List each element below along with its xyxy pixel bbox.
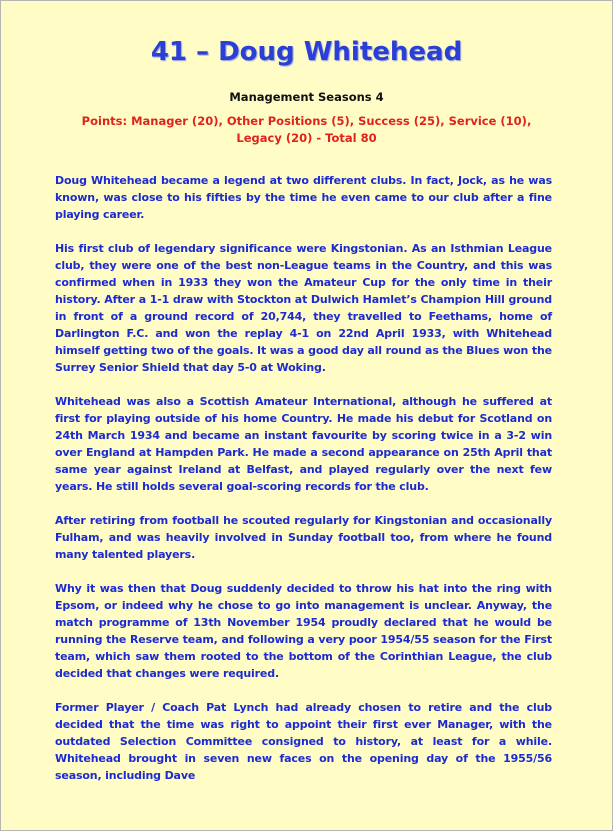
- page-title: 41 – Doug Whitehead: [150, 37, 463, 67]
- paragraph: Former Player / Coach Pat Lynch had already chosen to retire and the club decided that the time was right to appoint their first ever Manager, with the outdated Selection Committee consigned to history, at least for a while. Whitehead brought in seven new faces on the opening day of the 1955/56 season, including Dave: [55, 701, 552, 782]
- paragraph: Whitehead was also a Scottish Amateur International, although he suffered at first for playing outside of his home Country. He made his debut for Scotland on 24th March 1934 and became an instant favourite by scoring twice in a 3-2 win over England at Hampden Park. He made a second appearance on 25th April that same year against Ireland at Belfast, and played regularly over the next few years. He still holds several goal-scoring records for the club.: [55, 395, 552, 493]
- paragraph: Why it was then that Doug suddenly decided to throw his hat into the ring with Epsom, or indeed why he chose to go into management is unclear. Anyway, the match programme of 13th November 1954 proudly declared that he would be running the Reserve team, and following a very poor 1954/55 season for the First team, which saw them rooted to the bottom of the Corinthian League, the club decided that changes were required.: [55, 582, 552, 680]
- page-subtitle: Management Seasons 4: [229, 90, 384, 104]
- paragraph: Doug Whitehead became a legend at two different clubs. In fact, Jock, as he was known, was close to his fifties by the time he even came to our club after a fine playing career.: [55, 174, 552, 221]
- paragraph: His first club of legendary significance were Kingstonian. As an Isthmian League club, they were one of the best non-League teams in the Country, and this was confirmed when in 1933 they won the Amateur Cup for the only time in their history. After a 1-1 draw with Stockton at Dulwich Hamlet’s Champion Hill ground in front of a ground record of 20,744, they travelled to Feethams, home of Darlington F.C. and won the replay 4-1 on 22nd April 1933, with Whitehead himself getting two of the goals. It was a good day all round as the Blues won the Surrey Senior Shield that day 5-0 at Woking.: [55, 242, 552, 374]
- document-body: [55, 172, 552, 801]
- points-summary: Points: Manager (20), Other Positions (5), Success (25), Service (10), Legacy (20) - Total 80: [81, 114, 532, 145]
- paragraph: After retiring from football he scouted regularly for Kingstonian and occasionally Fulham, and was heavily involved in Sunday football too, from where he found many talented players.: [55, 514, 552, 561]
